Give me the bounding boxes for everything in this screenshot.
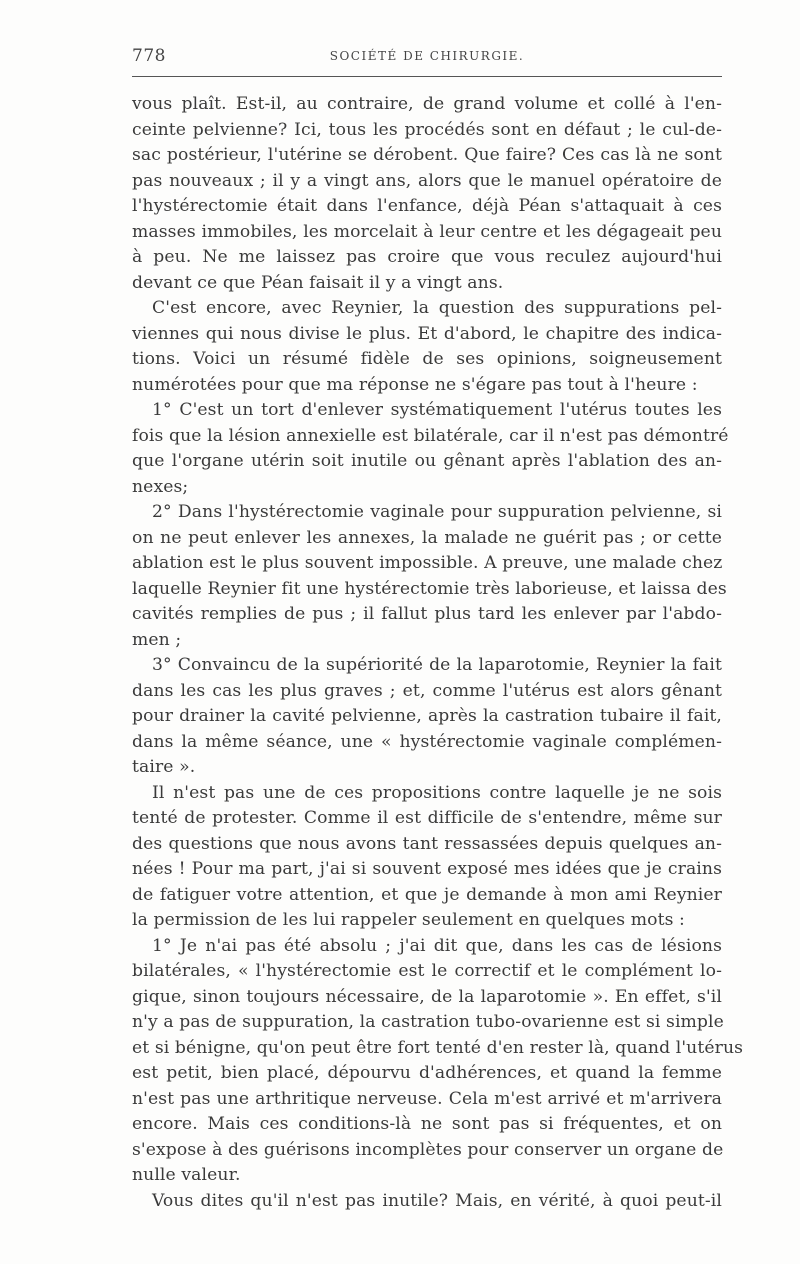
text-line: nées ! Pour ma part, j'ai si souvent exposé mes idées que je crains	[132, 859, 722, 879]
text-line: 3° Convaincu de la supériorité de la laparotomie, Reynier la fait	[152, 655, 722, 675]
page-number: 778	[132, 46, 166, 66]
text-line: Il n'est pas une de ces propositions contre laquelle je ne sois	[152, 782, 722, 803]
body-text	[132, 92, 744, 1214]
text-line: n'est pas une arthritique nerveuse. Cela m'est arrivé et m'arrivera	[132, 1088, 722, 1109]
text-line: 2° Dans l'hystérectomie vaginale pour suppuration pelvienne, si	[152, 502, 722, 522]
text-line: tions. Voici un résumé fidèle de ses opinions, soigneusement	[132, 349, 722, 369]
text-line: masses immobiles, les morcelait à leur centre et les dégageait peu	[132, 221, 722, 242]
text-line: pour drainer la cavité pelvienne, après la castration tubaire il fait,	[132, 706, 722, 726]
text-line: la permission de les lui rappeler seulement en quelques mots :	[132, 910, 685, 930]
text-line: 1° C'est un tort d'enlever systématiquement l'utérus toutes les	[152, 400, 722, 420]
text-line: dans les cas les plus graves ; et, comme l'utérus est alors gênant	[132, 680, 722, 701]
text-line: est petit, bien placé, dépourvu d'adhérences, et quand la femme	[132, 1063, 722, 1083]
text-line: nexes;	[132, 476, 189, 497]
text-line: taire ».	[132, 757, 196, 777]
text-line: Vous dites qu'il n'est pas inutile? Mais, en vérité, à quoi peut-il	[152, 1190, 722, 1211]
text-line: gique, sinon toujours nécessaire, de la laparotomie ». En effet, s'il	[132, 986, 722, 1007]
text-line: à peu. Ne me laissez pas croire que vous reculez aujourd'hui	[132, 247, 722, 267]
text-line: des questions que nous avons tant ressassées depuis quelques an-	[132, 833, 722, 854]
text-line: fois que la lésion annexielle est bilatérale, car il n'est pas démontré	[132, 425, 729, 446]
text-line: que l'organe utérin soit inutile ou gênant après l'ablation des an-	[132, 451, 722, 471]
text-line: de fatiguer votre attention, et que je demande à mon ami Reynier	[132, 884, 722, 905]
header-rule	[132, 76, 722, 77]
text-line: laquelle Reynier fit une hystérectomie très laborieuse, et laissa des	[132, 578, 727, 599]
text-line: numérotées pour que ma réponse ne s'égare pas tout à l'heure :	[132, 374, 698, 395]
text-line: viennes qui nous divise le plus. Et d'abord, le chapitre des indica-	[132, 323, 722, 344]
text-line: cavités remplies de pus ; il fallut plus tard les enlever par l'abdo-	[132, 604, 722, 624]
text-line: sac postérieur, l'utérine se dérobent. Que faire? Ces cas là ne sont	[132, 145, 722, 165]
text-line: s'expose à des guérisons incomplètes pour conserver un organe de	[132, 1139, 724, 1160]
running-title: SOCIÉTÉ DE CHIRURGIE.	[329, 49, 525, 63]
text-line: men ;	[132, 629, 182, 650]
text-line: n'y a pas de suppuration, la castration tubo-ovarienne est si simple	[132, 1012, 724, 1032]
text-line: ceinte pelvienne? Ici, tous les procédés sont en défaut ; le cul-de-	[132, 119, 722, 140]
text-line: dans la même séance, une « hystérectomie vaginale complémen-	[132, 731, 722, 752]
text-line: 1° Je n'ai pas été absolu ; j'ai dit que, dans les cas de lésions	[152, 935, 722, 956]
text-line: bilatérales, « l'hystérectomie est le correctif et le complément lo-	[132, 961, 722, 981]
page-header	[132, 46, 722, 72]
text-line: nulle valeur.	[132, 1165, 241, 1185]
text-line: devant ce que Péan faisait il y a vingt ans.	[132, 272, 504, 293]
text-line: on ne peut enlever les annexes, la malade ne guérit pas ; or cette	[132, 527, 722, 548]
text-line: pas nouveaux ; il y a vingt ans, alors que le manuel opératoire de	[132, 170, 722, 191]
text-line: et si bénigne, qu'on peut être fort tenté d'en rester là, quand l'utérus	[132, 1037, 744, 1058]
text-line: l'hystérectomie était dans l'enfance, déjà Péan s'attaquait à ces	[132, 196, 722, 216]
text-line: C'est encore, avec Reynier, la question des suppurations pel-	[152, 298, 722, 318]
text-line: encore. Mais ces conditions-là ne sont pas si fréquentes, et on	[132, 1114, 722, 1134]
text-line: ablation est le plus souvent impossible. A preuve, une malade chez	[132, 553, 723, 573]
text-line: tenté de protester. Comme il est difficile de s'entendre, même sur	[132, 808, 722, 828]
text-line: vous plaît. Est-il, au contraire, de grand volume et collé à l'en-	[132, 94, 722, 114]
